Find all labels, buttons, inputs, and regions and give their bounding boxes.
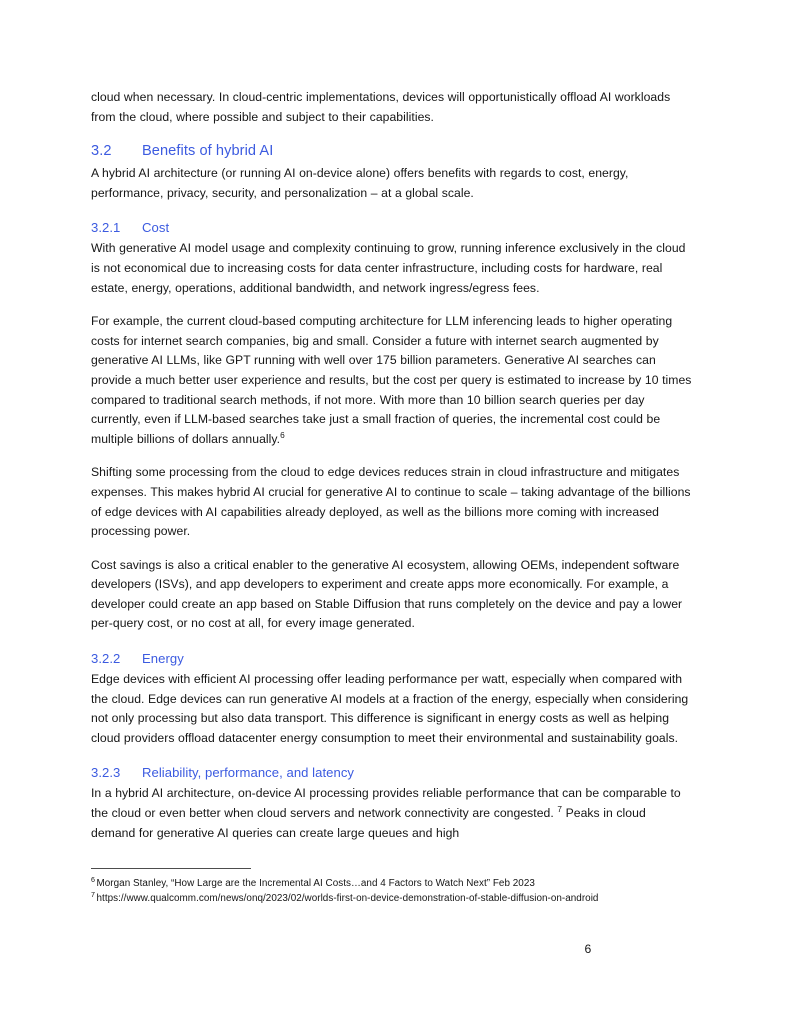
subsection-number: 3.2.3 bbox=[91, 765, 121, 781]
paragraph-cost-3: Shifting some processing from the cloud to edge devices reduces strain in cloud infrastructure and mitigates expenses. This makes hybrid AI crucial for generative AI to continue to scale – taking advantage of the billions of edge devices with AI capabilities already deployed, as well as the billions more coming with increased processing power. bbox=[91, 465, 691, 539]
subsection-number: 3.2.1 bbox=[91, 220, 121, 236]
footnote-text[interactable]: https://www.qualcomm.com/news/onq/2023/02/worlds-first-on-device-demonstration-of-stable-diffusion-on-android bbox=[96, 893, 599, 905]
section-title: Benefits of hybrid AI bbox=[142, 143, 274, 160]
footnotes-section bbox=[91, 868, 693, 907]
page-content bbox=[91, 88, 693, 843]
footnote-mark: 7 bbox=[91, 891, 95, 900]
paragraph-cost-2-text: For example, the current cloud-based computing architecture for LLM inferencing leads to higher operating costs for internet search companies, big and small. Consider a future with internet search augmented by generative AI LLMs, like GPT running with well over 175 billion parameters. Generative AI searches can provide a much better user experience and results, but the cost per query is estimated to increase by 10 times compared to traditional search methods, if not more. With more than 10 billion search queries per day currently, even if LLM-based searches take just a small fraction of queries, the incremental cost could be multiple billions of dollars annually. bbox=[91, 314, 692, 446]
subsection-number: 3.2.2 bbox=[91, 651, 121, 667]
footnote-reference-6[interactable]: 6 bbox=[280, 429, 285, 440]
footnote-mark: 6 bbox=[91, 875, 95, 884]
subsection-heading-3-2-3 bbox=[91, 763, 693, 782]
subsection-title: Reliability, performance, and latency bbox=[142, 765, 355, 781]
paragraph-energy: Edge devices with efficient AI processing offer leading performance per watt, especially when compared with the cloud. Edge devices can run generative AI models at a fraction of the energy, especially when considering not only processing but also data transport. This difference is significant in energy costs as well as helping cloud providers offload datacenter energy consumption to meet their environmental and sustainability goals. bbox=[91, 672, 689, 745]
footnote-text: Morgan Stanley, “How Large are the Incremental AI Costs…and 4 Factors to Watch Next” Feb 2023 bbox=[96, 878, 535, 889]
subsection-title: Energy bbox=[142, 651, 184, 667]
paragraph-cost-4: Cost savings is also a critical enabler to the generative AI ecosystem, allowing OEMs, independent software developers (ISVs), and app developers to experiment and create apps more economically. For example, a developer could create an app based on Stable Diffusion that runs completely on the device and pay a lower per-query cost, or no cost at all, for every image generated. bbox=[91, 557, 683, 631]
footnote-item bbox=[91, 876, 693, 891]
subsection-title: Cost bbox=[142, 220, 170, 236]
paragraph-reliability-part-2: Peaks in cloud demand for generative AI queries can create large queues and high bbox=[91, 806, 646, 840]
paragraph-cost-2 bbox=[91, 312, 693, 449]
paragraph-cost-1: With generative AI model usage and complexity continuing to grow, running inference exclusively in the cloud is not economical due to increasing costs for data center infrastructure, including costs for hardware, real estate, energy, operations, additional bandwidth, and network ingress/egress fees. bbox=[91, 241, 686, 295]
section-number: 3.2 bbox=[91, 143, 112, 160]
page-number-value: 6 bbox=[584, 942, 592, 956]
footnote-reference-7[interactable]: 7 bbox=[557, 803, 563, 814]
paragraph-reliability bbox=[91, 784, 693, 843]
subsection-heading-3-2-1 bbox=[91, 218, 693, 237]
section-3-2-intro: A hybrid AI architecture (or running AI on-device alone) offers benefits with regards to cost, energy, performance, privacy, security, and personalization – at a global scale. bbox=[91, 166, 629, 200]
footnote-separator-rule bbox=[91, 868, 251, 869]
subsection-heading-3-2-2 bbox=[91, 649, 693, 668]
continued-paragraph: cloud when necessary. In cloud-centric implementations, devices will opportunistically offload AI workloads from the cloud, where possible and subject to their capabilities. bbox=[91, 90, 671, 124]
paragraph-reliability-part-1: In a hybrid AI architecture, on-device AI processing provides reliable performance that can be comparable to the cloud or even better when cloud servers and network connectivity are congested. bbox=[91, 786, 681, 821]
section-heading-3-2 bbox=[91, 141, 693, 161]
page-number bbox=[0, 942, 791, 956]
footnote-item bbox=[91, 891, 693, 906]
